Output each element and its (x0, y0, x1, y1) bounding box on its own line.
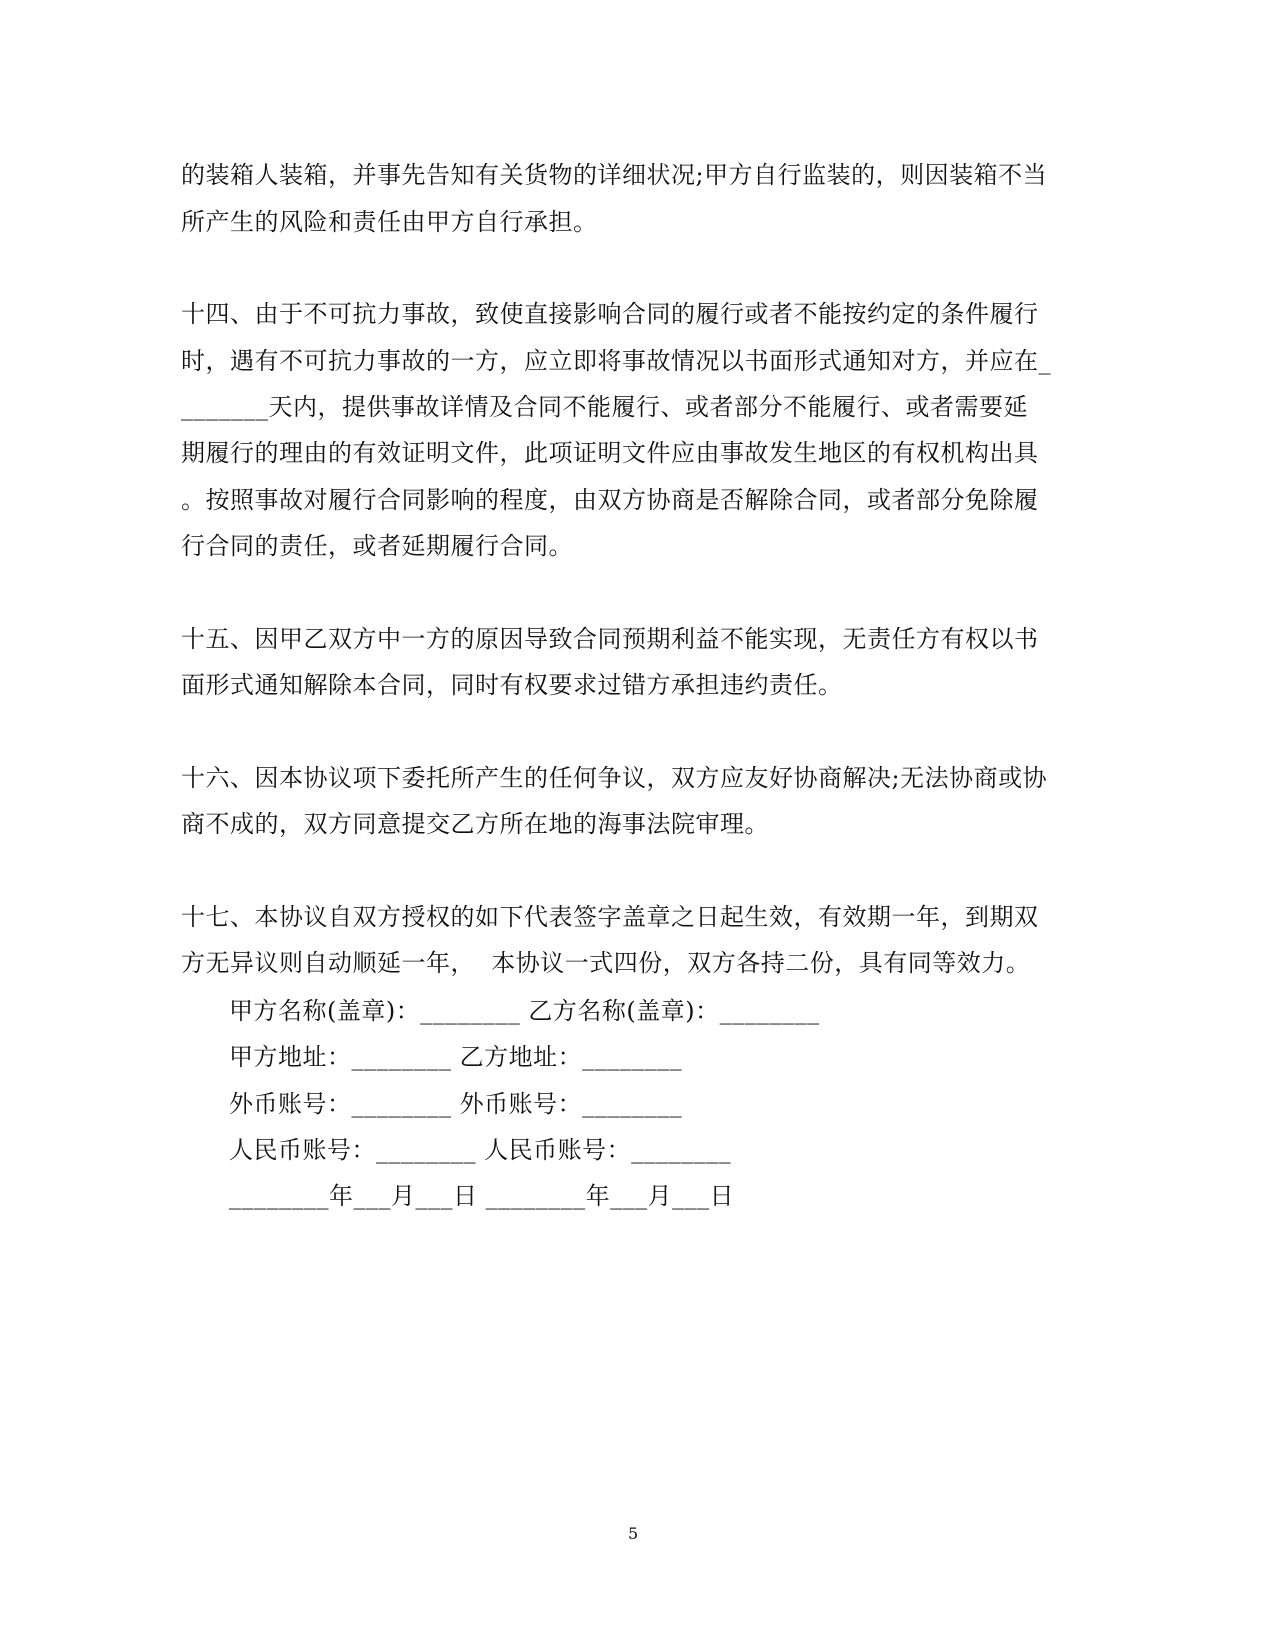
clause-15-line-2: 面形式通知解除本合同，同时有权要求过错方承担违约责任。 (181, 671, 843, 699)
paragraph-1-line-2: 所产生的风险和责任由甲方自行承担。 (181, 208, 598, 236)
clause-15-line-1: 十五、因甲乙双方中一方的原因导致合同预期利益不能实现，无责任方有权以书 (181, 625, 1039, 653)
clause-16-line-1: 十六、因本协议项下委托所产生的任何争议，双方应友好协商解决;无法协商或协 (181, 764, 1048, 792)
clause-14-line-5: 。按照事故对履行合同影响的程度，由双方协商是否解除合同，或者部分免除履 (181, 486, 1039, 514)
clause-17-line-1: 十七、本协议自双方授权的如下代表签字盖章之日起生效，有效期一年，到期双 (181, 903, 1039, 931)
signature-dates: ________年___月___日 ________年___月___日 (229, 1182, 735, 1210)
clause-16-line-2: 商不成的，双方同意提交乙方所在地的海事法院审理。 (181, 810, 769, 838)
clause-14-line-2: 时，遇有不可抗力事故的一方，应立即将事故情况以书面形式通知对方，并应在_ (181, 347, 1051, 375)
paragraph-1-line-1: 的装箱人装箱，并事先告知有关货物的详细状况;甲方自行监装的，则因装箱不当 (181, 161, 1048, 189)
signature-rmb-accounts: 人民币账号：________ 人民币账号：________ (229, 1136, 732, 1164)
clause-14-line-1: 十四、由于不可抗力事故，致使直接影响合同的履行或者不能按约定的条件履行 (181, 300, 1039, 328)
signature-party-names: 甲方名称(盖章)：________ 乙方名称(盖章)：________ (229, 997, 820, 1025)
signature-foreign-currency-accounts: 外币账号：________ 外币账号：________ (229, 1090, 683, 1118)
clause-14-line-4: 期履行的理由的有效证明文件，此项证明文件应由事故发生地区的有权机构出具 (181, 439, 1039, 467)
clause-14-line-3: _______天内，提供事故详情及合同不能履行、或者部分不能履行、或者需要延 (181, 393, 1028, 421)
page-number: 5 (628, 1524, 639, 1543)
clause-17-line-2: 方无异议则自动顺延一年， 本协议一式四份，双方各持二份，具有同等效力。 (181, 949, 1031, 977)
clause-14-line-6: 行合同的责任，或者延期履行合同。 (181, 532, 573, 560)
signature-addresses: 甲方地址：________ 乙方地址：________ (229, 1043, 683, 1071)
